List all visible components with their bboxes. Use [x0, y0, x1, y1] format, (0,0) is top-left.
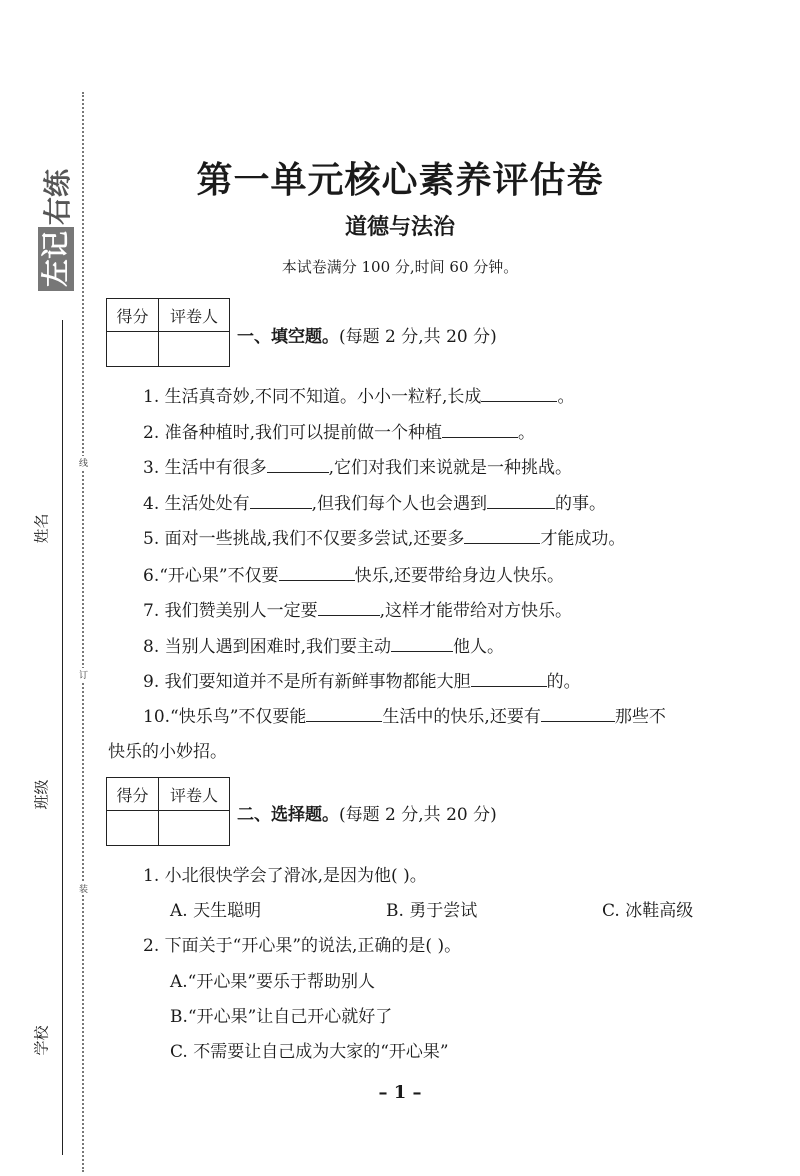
brand-right: 右练	[41, 168, 74, 225]
answer-blank[interactable]	[541, 704, 615, 722]
option-b[interactable]: B. 勇于尝试	[386, 901, 478, 921]
option-b[interactable]: B.“开心果”让自己开心就好了	[170, 1007, 393, 1027]
section-title: 二、选择题。	[237, 805, 339, 825]
info-solid-line	[62, 320, 63, 1155]
question: 2. 下面关于“开心果”的说法,正确的是( )。	[143, 936, 462, 956]
answer-blank[interactable]	[279, 563, 355, 581]
section-points: (每题 2 分,共 20 分)	[339, 805, 497, 825]
grader-label: 评卷人	[159, 778, 230, 811]
answer-blank[interactable]	[391, 634, 453, 652]
answer-blank[interactable]	[318, 598, 380, 616]
score-box	[106, 298, 230, 367]
binding-mark-line: 线	[79, 456, 88, 469]
question-continued: 快乐的小妙招。	[108, 742, 227, 762]
option-c[interactable]: C. 不需要让自己成为大家的“开心果”	[170, 1042, 449, 1062]
binding-dotted-line	[82, 92, 84, 1172]
question: 7. 我们赞美别人一定要 ,这样才能带给对方快乐。	[143, 598, 572, 623]
brand-left: 左记	[38, 227, 74, 291]
name-label: 姓名	[32, 513, 51, 544]
answer-blank[interactable]	[481, 384, 557, 402]
option-c[interactable]: C. 冰鞋高级	[602, 901, 694, 921]
answer-blank[interactable]	[442, 420, 518, 438]
question: 10.“快乐鸟”不仅要能 生活中的快乐,还要有 那些不	[143, 704, 666, 729]
question: 4. 生活处处有 ,但我们每个人也会遇到 的事。	[143, 491, 606, 516]
question: 1. 生活真奇妙,不同不知道。小小一粒籽,长成 。	[143, 384, 574, 409]
school-label: 学校	[32, 1025, 51, 1056]
score-cell[interactable]	[107, 811, 159, 846]
question: 6.“开心果”不仅要 快乐,还要带给身边人快乐。	[143, 563, 564, 588]
question: 2. 准备种植时,我们可以提前做一个种植 。	[143, 420, 535, 445]
section-title: 一、填空题。	[237, 327, 339, 347]
option-a[interactable]: A.“开心果”要乐于帮助别人	[170, 972, 376, 992]
score-cell[interactable]	[107, 332, 159, 367]
page-number: – 1 –	[378, 1082, 422, 1103]
answer-blank[interactable]	[250, 491, 312, 509]
class-label: 班级	[32, 779, 51, 810]
question: 1. 小北很快学会了滑冰,是因为他( )。	[143, 866, 427, 886]
page-title: 第一单元核心素养评估卷	[196, 159, 604, 201]
answer-blank[interactable]	[487, 491, 555, 509]
score-label: 得分	[107, 299, 159, 332]
binding-mark-fold: 装	[79, 882, 88, 895]
question: 8. 当别人遇到困难时,我们要主动 他人。	[143, 634, 504, 659]
answer-blank[interactable]	[306, 704, 382, 722]
section-points: (每题 2 分,共 20 分)	[339, 327, 497, 347]
answer-blank[interactable]	[464, 526, 540, 544]
score-label: 得分	[107, 778, 159, 811]
answer-blank[interactable]	[471, 669, 547, 687]
exam-note: 本试卷满分 100 分,时间 60 分钟。	[281, 258, 519, 276]
grader-cell[interactable]	[159, 811, 230, 846]
question: 9. 我们要知道并不是所有新鲜事物都能大胆 的。	[143, 669, 581, 694]
question: 5. 面对一些挑战,我们不仅要多尝试,还要多 才能成功。	[143, 526, 625, 551]
score-box	[106, 777, 230, 846]
question: 3. 生活中有很多 ,它们对我们来说就是一种挑战。	[143, 455, 572, 480]
answer-blank[interactable]	[267, 455, 329, 473]
binding-mark-bind: 订	[79, 668, 88, 681]
grader-cell[interactable]	[159, 332, 230, 367]
subject-title: 道德与法治	[344, 215, 455, 240]
option-a[interactable]: A. 天生聪明	[170, 901, 262, 921]
grader-label: 评卷人	[159, 299, 230, 332]
section-heading	[237, 322, 497, 347]
section-heading	[237, 800, 497, 825]
